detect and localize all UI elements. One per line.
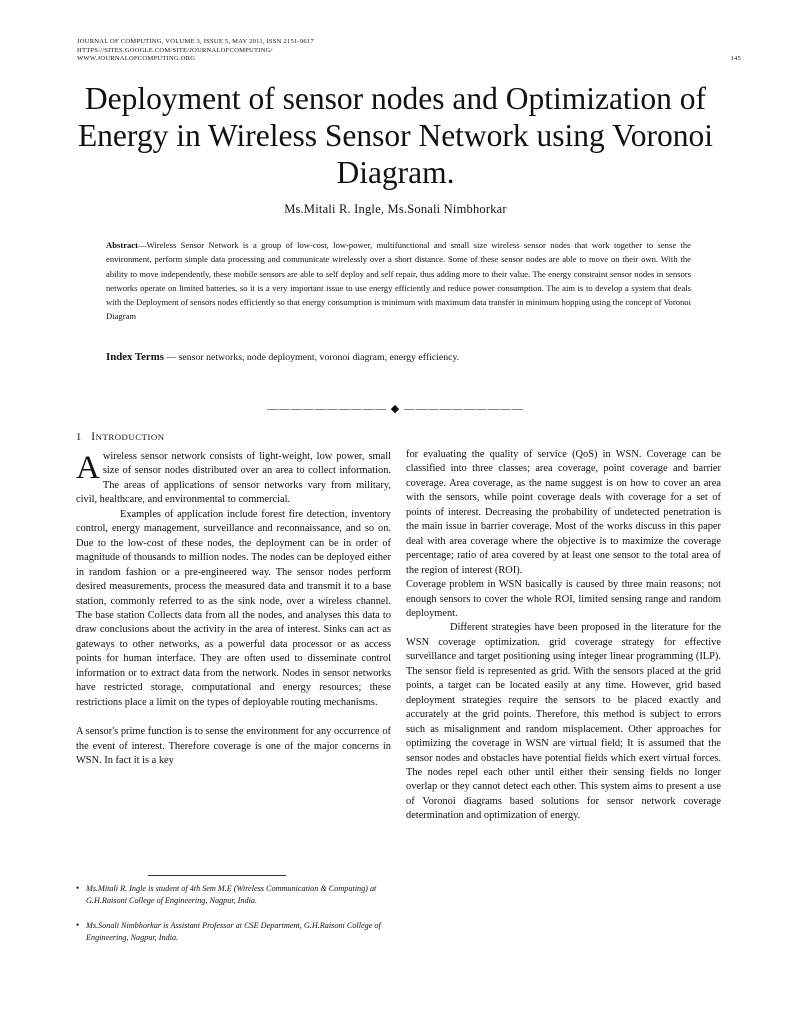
footnote-2-text: Ms.Sonali Nimbhorkar is Assistant Professor at CSE Department, G.H.Raisoni College of Engineering, Nagpur, India. xyxy=(86,921,381,942)
paper-title: Deployment of sensor nodes and Optimization of Energy in Wireless Sensor Network using Voronoi Diagram. xyxy=(77,81,714,190)
abstract xyxy=(106,238,691,324)
abstract-label: Abstract xyxy=(106,240,138,250)
journal-header-url: HTTPS://SITES.GOOGLE.COM/SITE/JOURNALOFCOMPUTING/ xyxy=(77,46,273,54)
footnote-1-text: Ms.Mitali R. Ingle is student of 4th Sem M.E (Wireless Communication & Computing) at G.H.Raisoni College of Engineering, Nagpur, India. xyxy=(86,884,377,905)
page-number: 145 xyxy=(730,55,741,62)
footnote-1 xyxy=(76,883,396,906)
right-column xyxy=(406,448,721,824)
journal-header-line1: JOURNAL OF COMPUTING, VOLUME 3, ISSUE 5, MAY 2011, ISSN 2151-9617 xyxy=(77,38,314,45)
index-terms xyxy=(106,350,691,365)
section-title-initial: I xyxy=(91,431,96,443)
index-terms-label: Index Terms xyxy=(106,351,164,363)
section-title-rest: NTRODUCTION xyxy=(95,432,165,442)
footnote-2 xyxy=(76,920,396,943)
paper-authors: Ms.Mitali R. Ingle, Ms.Sonali Nimbhorkar xyxy=(284,202,507,216)
strategies-paragraph: Different strategies have been proposed in the literature for the WSN coverage optimization. grid coverage strategy for effective surveillance and target positioning using integer linear programming (ILP). The sensor field is represented as grid. With the sensors placed at the grid points, a target can be located easily at any time. However, grid based deployment strategies require the sensors to be placed exactly and accurately at the grid points. Therefore, this method is subject to errors such as misalignment and random misplacement. Other approaches for optimizing the coverage in WSN are virtual field; It is assumed that the sensor nodes and obstacles have potential fields which exert virtual forces. The nodes repel each other until either their sensing fields no longer overlap or they cannot detect each other. This system aims to present a use of Voronoi diagrams based solutions for sensor network coverage determination and optimization of energy. xyxy=(406,622,721,822)
footnote-bullet: • xyxy=(76,883,80,893)
drop-cap: A xyxy=(76,450,100,486)
journal-header xyxy=(77,38,741,64)
intro-paragraph-3: A sensor's prime function is to sense the environment for any occurrence of the event of interest. Therefore coverage is one of the major concerns in WSN. In fact it is a key xyxy=(76,726,391,767)
intro-paragraph-2: Examples of application include forest fire detection, inventory control, energy management, surveillance and reconnaissance, and so on. Due to the low-cost of these nodes, the deployment can be in order of magnitude of thousands to million nodes. The nodes can be deployed either in random fashion or a pre-engineered way. The sensor nodes perform desired measurements, process the measured data and transmit it to a base station, commonly referred to as the sink node, over a wireless channel. The base station Collects data from all the nodes, and analyses this data to draw conclusions about the activity in the area of interest. Sinks can act as gateways to other networks, as a powerful data processor or as access points for human interface. They are often used to disseminate control information or to extract data from the network. Nodes in sensor networks have restricted storage, computational and energy resources; these restrictions place a limit on the types of deployable routing mechanisms. xyxy=(76,508,391,708)
left-column xyxy=(76,430,391,769)
section-number: 1 xyxy=(76,432,82,443)
coverage-problem-paragraph: Coverage problem in WSN basically is caused by three main reasons; not enough sensors to cover the whole ROI, limited sensing range and random deployment. xyxy=(406,579,721,619)
abstract-text: —Wireless Sensor Network is a group of low-cost, low-power, multifunctional and small size wireless sensor nodes that work together to sense the environment, perform simple data processing and communicate wirelessly over a short distance. Some of these sensor nodes are able to move on their own. With the ability to move independently, these mobile sensors are able to self deploy and self repair, thus adding more to their value. The energy constraint sensor nodes in sensors networks operate on limited batteries, so it is a very important issue to use energy efficiently and reduce power consumption. The aim is to develop a system that deals with the Deployment of sensors nodes efficiently so that energy consumption is minimum with maximum data transfer in minimum hopping using the concept of Voronoi Diagram xyxy=(106,240,691,322)
index-terms-text: sensor networks, node deployment, voronoi diagram, energy efficiency. xyxy=(178,352,460,363)
section-separator: —————————— ◆ —————————— xyxy=(267,403,524,415)
journal-website: WWW.JOURNALOFCOMPUTING.ORG xyxy=(77,55,196,62)
intro-paragraph-1: Awireless sensor network consists of light-weight, low power, small size of sensor nodes distributed over an area to collect information. The areas of applications of sensor networks vary from military, civil, healthcare, and environmental to commercial. xyxy=(76,450,391,506)
journal-header-row xyxy=(77,55,741,64)
section-heading xyxy=(76,430,391,444)
index-terms-dash: — xyxy=(163,352,179,363)
footnote-rule xyxy=(148,875,286,876)
footnote-bullet: • xyxy=(76,920,80,930)
coverage-paragraph: for evaluating the quality of service (QoS) in WSN. Coverage can be classified into three classes; area coverage, point coverage and barrier coverage. Area coverage, as the name suggest is on how to cover an area with the sensors, while point coverage deals with coverage for a set of points of interest. Decreasing the probability of undetected penetration is the main issue in barrier coverage. Most of the works discuss in this paper deal with area coverage where the objective is to maximize the coverage percentage; ratio of area covered by at least one sensor to the total area of the region of interest (ROI). xyxy=(406,449,721,576)
